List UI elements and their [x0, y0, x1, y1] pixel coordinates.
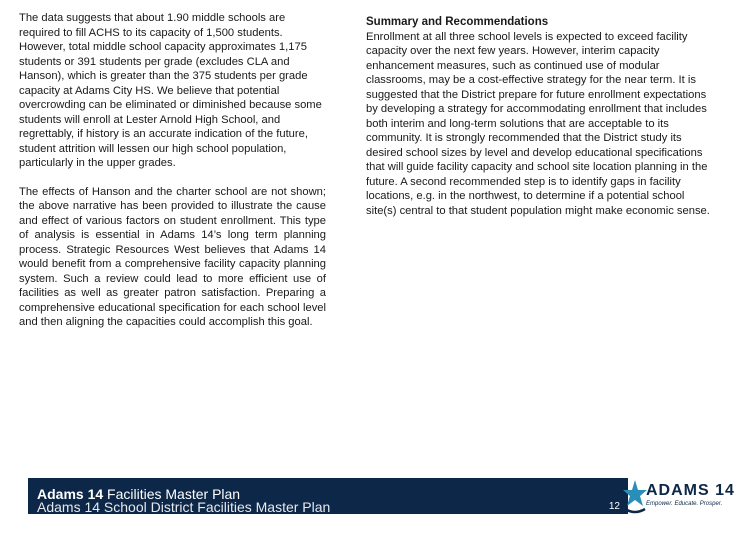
summary-body: Enrollment at all three school levels is expected to exceed facility capacity over the next few years. However, interim capacity enhancement measures, such as continued use of modular classrooms, may be a cost-effective strategy for the near term. It is suggested that the District prepare for future enrollment expectations by developing a strategy for accommodating enrollment that includes both interim and long-term solutions that are acceptable to its community. It is strongly recommended that the District study its desired school sizes by level and develop educational specifications that will guide facility capacity and school site location planning in the future. A second recommended step is to identify gaps in facility locations, e.g. in the northwest, to determine if a potential school site(s) central to that student population might make economic sense.: [366, 30, 710, 217]
star-icon: [622, 479, 648, 515]
left-paragraph-2: The effects of Hanson and the charter school are not shown; the above narrative has been provided to illustrate the cause and effect of various factors on student enrollment. This type of analysis is essential in Adams 14’s long term planning process. Strategic Resources West believes that Adams 14 would benefit from a comprehensive facility capacity planning system. Such a review could lead to more efficient use of facilities as well as greater patron satisfaction. Preparing a comprehensive educational specification for each school level and then aligning the capacities could accomplish this goal.: [19, 185, 326, 328]
left-column: [19, 11, 326, 344]
summary-heading: Summary and Recommendations: [366, 16, 549, 28]
adams14-logo: [622, 478, 735, 518]
footer-bar: [28, 478, 628, 514]
logo-text: ADAMS 14: [646, 482, 735, 499]
footer-subtitle: Adams 14 School District Facilities Master Plan: [37, 499, 331, 515]
footer-title-bold: Adams 14: [37, 486, 104, 502]
page-number: 12: [608, 501, 620, 512]
footer-title-rest: Facilities Master Plan: [107, 486, 241, 502]
right-column: [366, 15, 710, 218]
logo-tagline: Empower. Educate. Prosper.: [646, 501, 723, 507]
left-paragraph-1: The data suggests that about 1.90 middle schools are required to fill ACHS to its capacity of 1,500 students. However, total middle school capacity approximates 1,175 students or 391 students per grade (excludes CLA and Hanson), which is greater than the 375 students per grade capacity at Adams City HS. We believe that potential overcrowding can be eliminated or diminished because some students will enroll at Lester Arnold High School, and regrettably, if history is an accurate indication of the future, student attrition will lessen our high school population, particularly in the upper grades.: [19, 12, 322, 169]
